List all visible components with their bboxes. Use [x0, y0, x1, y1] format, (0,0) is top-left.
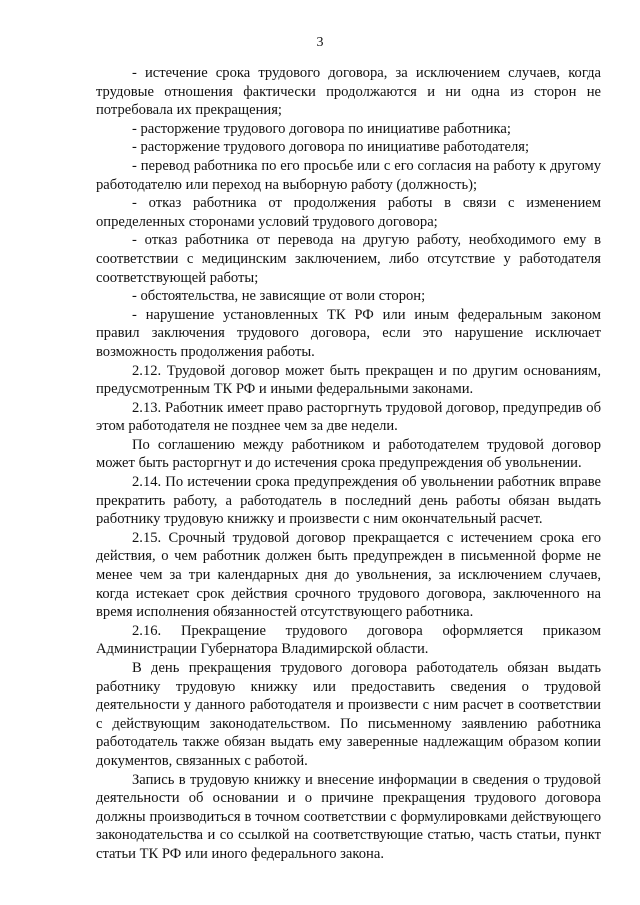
document-body	[96, 64, 601, 864]
paragraph: - расторжение трудового договора по инициативе работника;	[132, 120, 511, 137]
paragraph: - истечение срока трудового договора, за исключением случаев, когда трудовые отношения фактически продолжаются и ни одна из сторон не потребовала их прекращения;	[96, 65, 601, 119]
paragraph: - отказ работника от перевода на другую работу, необходимого ему в соответствии с медицинским заключением, либо отсутствие у работодателя соответствующей работы;	[96, 232, 601, 286]
paragraph: По соглашению между работником и работодателем трудовой договор может быть расторгнут и до истечения срока предупреждения об увольнении.	[96, 436, 601, 472]
paragraph: - нарушение установленных ТК РФ или иным федеральным законом правил заключения трудового договора, если это нарушение исключает возможность продолжения работы.	[96, 306, 601, 360]
paragraph: 2.12. Трудовой договор может быть прекращен и по другим основаниям, предусмотренным ТК РФ и иными федеральными законами.	[96, 362, 601, 398]
page-number: 3	[316, 35, 324, 50]
paragraph: В день прекращения трудового договора работодатель обязан выдать работнику трудовую книжку или предоставить сведения о трудовой деятельности у данного работодателя и произвести с ним расчет в соответствии с действующим законодательством. По письменному заявлению работника работодатель также обязан выдать ему заверенные надлежащим образом копии документов, связанных с работой.	[96, 660, 601, 769]
paragraph: - перевод работника по его просьбе или с его согласия на работу к другому работодателю или переход на выборную работу (должность);	[96, 157, 601, 193]
paragraph: 2.13. Работник имеет право расторгнуть трудовой договор, предупредив об этом работодателя не позднее чем за две недели.	[96, 399, 601, 435]
paragraph: 2.15. Срочный трудовой договор прекращается с истечением срока его действия, о чем работник должен быть предупрежден в письменной форме не менее чем за три календарных дня до увольнения, за исключением случаев, когда истекает срок действия срочного трудового договора, заключенного на время исполнения обязанностей отсутствующего работника.	[96, 529, 601, 621]
paragraph: - расторжение трудового договора по инициативе работодателя;	[132, 139, 530, 156]
paragraph: 2.14. По истечении срока предупреждения об увольнении работник вправе прекратить работу, а работодатель в последний день работы обязан выдать работнику трудовую книжку и произвести с ним окончательный расчет.	[96, 474, 601, 528]
paragraph: - отказ работника от продолжения работы в связи с изменением определенных сторонами условий трудового договора;	[96, 195, 601, 230]
paragraph: Запись в трудовую книжку и внесение информации в сведения о трудовой деятельности об основании и о причине прекращения трудового договора должны производиться в точном соответствии с формулировками действующего законодательства и со ссылкой на соответствующие статью, часть статьи, пункт статьи ТК РФ или иного федерального закона.	[96, 771, 601, 862]
paragraph: 2.16. Прекращение трудового договора оформляется приказом Администрации Губернатора Владимирской области.	[96, 622, 601, 658]
paragraph: - обстоятельства, не зависящие от воли сторон;	[132, 288, 426, 305]
